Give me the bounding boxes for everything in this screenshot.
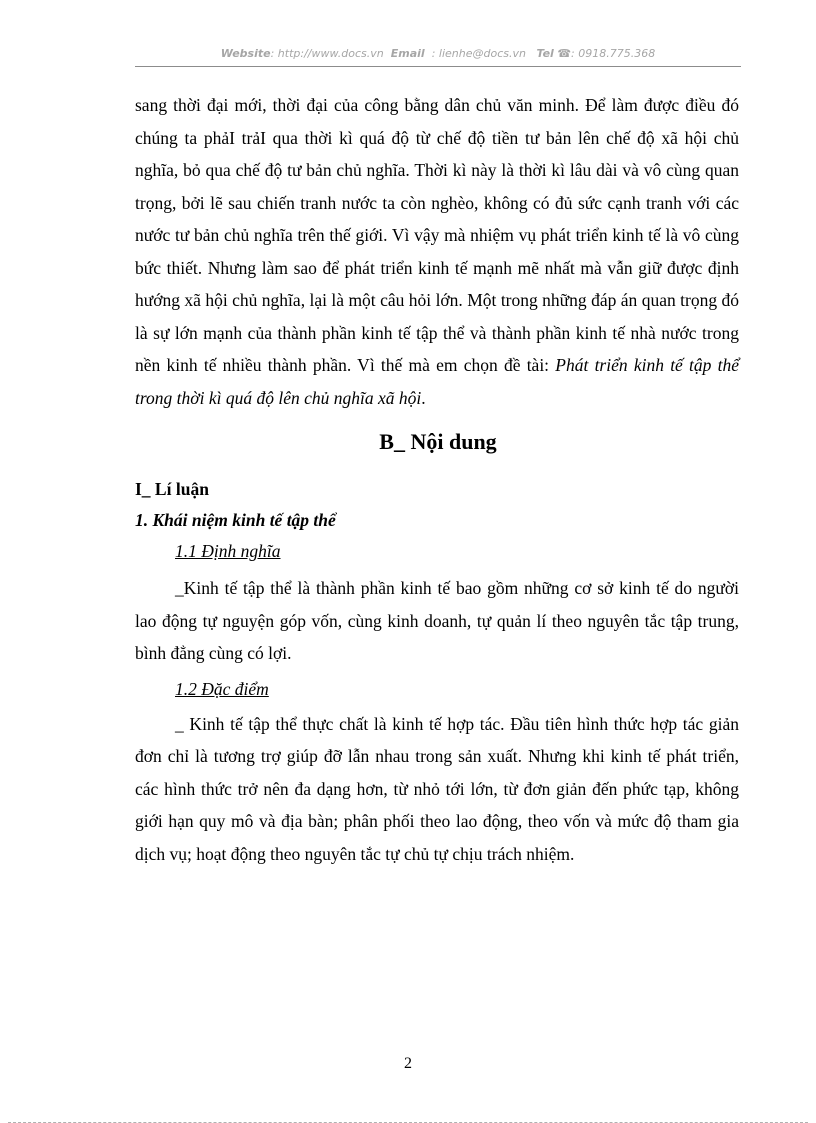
definition-heading: 1.1 Định nghĩa: [175, 541, 281, 561]
intro-paragraph: [135, 89, 739, 414]
website-value: : http://www.docs.vn: [270, 47, 384, 60]
section-title: B_ Nội dung: [379, 429, 497, 454]
tel-value: : 0918.775.368: [571, 47, 656, 60]
concept-heading: 1. Khái niệm kinh tế tập thể: [135, 510, 336, 530]
document-body: [135, 89, 739, 870]
features-paragraph: _ Kinh tế tập thể thực chất là kinh tế hợp tác. Đầu tiên hình thức hợp tác giản đơn chỉ là tương trợ giúp đỡ lẫn nhau trong sản xuất. Nhưng khi kinh tế phát triển, các hình thức trở nên đa dạng hơn, từ nhỏ tới lớn, từ đơn giản đến phức tạp, không giới hạn quy mô và địa bàn; phân phối theo lao động, theo vốn và mức độ tham gia dịch vụ; hoạt động theo nguyên tắc tự chủ tự chịu trách nhiệm.: [135, 713, 739, 864]
email-label: Email: [390, 47, 425, 60]
page-header: [135, 47, 741, 60]
intro-text: sang thời đại mới, thời đại của công bằng dân chủ văn minh. Để làm được điều đó chúng ta phảI trảI qua thời kì quá độ từ chế độ tiền tư bản lên chế độ xã hội chủ nghĩa, bỏ qua chế độ tư bản chủ nghĩa. Thời kì này là thời kì lâu dài và vô cùng quan trọng, bởi lẽ sau chiến tranh nước ta còn nghèo, không có đủ sức cạnh tranh với các nước tư bản chủ nghĩa trên thế giới. Vì vậy mà nhiệm vụ phát triển kinh tế là vô cùng bức thiết. Nhưng làm sao để phát triển kinh tế mạnh mẽ nhất mà vẫn giữ được định hướng xã hội chủ nghĩa, lại là một câu hỏi lớn. Một trong những đáp án quan trọng đó là sự lớn mạnh của thành phần kinh tế tập thể và thành phần kinh tế nhà nước trong nền kinh tế nhiều thành phần. Vì thế mà em chọn đề tài:: [135, 95, 739, 375]
page-number: 2: [404, 1055, 412, 1072]
intro-end: .: [421, 387, 426, 408]
email-value: : lienhe@docs.vn: [431, 47, 526, 60]
features-heading: 1.2 Đặc điểm: [175, 678, 269, 699]
header-divider: [135, 66, 741, 67]
tel-label: Tel: [536, 47, 554, 60]
phone-icon: ☎: [557, 47, 572, 60]
topic-title: Phát triển kinh tế tập thể trong thời kì quá độ lên chủ nghĩa xã hội: [135, 355, 740, 408]
website-label: Website: [220, 47, 271, 60]
part-heading: I_ Lí luận: [135, 479, 209, 499]
definition-paragraph: _Kinh tế tập thể là thành phần kinh tế bao gồm những cơ sở kinh tế do người lao động tự nguyện góp vốn, cùng kinh doanh, tự quản lí theo nguyên tắc tập trung, bình đẳng cùng có lợi.: [135, 578, 739, 663]
